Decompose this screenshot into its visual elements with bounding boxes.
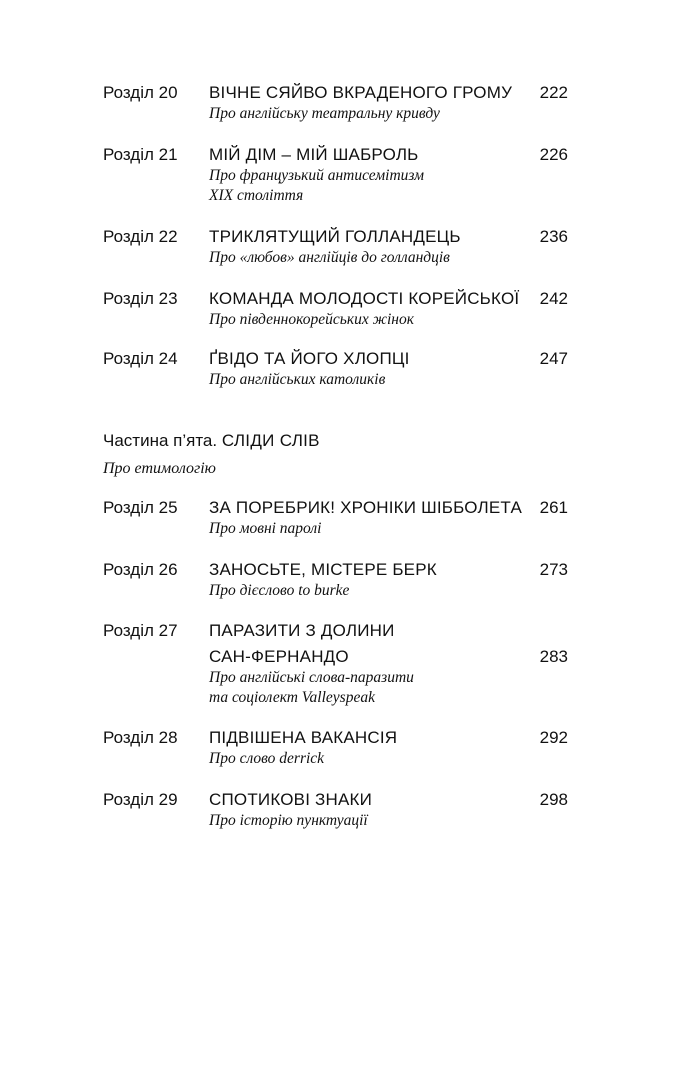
chapter-label: Розділ 27: [103, 621, 178, 640]
chapter-subtitle: [209, 166, 529, 206]
chapter-label: Розділ 23: [103, 289, 178, 308]
chapter-page-number: 222: [539, 83, 568, 102]
chapter-label: Розділ 28: [103, 728, 178, 747]
chapter-label: Розділ 29: [103, 790, 178, 809]
chapter-title: КОМАНДА МОЛОДОСТІ КОРЕЙСЬКОЇ: [209, 289, 520, 308]
chapter-title-line: ПАРАЗИТИ З ДОЛИНИ: [209, 621, 395, 640]
chapter-title: ҐВІДО ТА ЙОГО ХЛОПЦІ: [209, 349, 410, 368]
chapter-title: СПОТИКОВІ ЗНАКИ: [209, 790, 373, 809]
part-subtitle: Про етимологію: [103, 460, 216, 477]
chapter-page-number: 273: [539, 560, 568, 579]
chapter-label: Розділ 20: [103, 83, 178, 102]
chapter-title-block: [209, 727, 529, 769]
chapter-page-number: 292: [539, 728, 568, 747]
chapter-page-number: 261: [539, 498, 568, 517]
part-name: СЛІДИ СЛІВ: [221, 431, 320, 450]
part-title-line: [103, 430, 603, 452]
chapter-subtitle: Про «любов» англійців до голландців: [209, 249, 450, 266]
chapter-subtitle-line: Про англійські слова-паразити: [209, 669, 414, 686]
chapter-subtitle-line: та соціолект Valleyspeak: [209, 689, 375, 706]
chapter-subtitle: [209, 668, 529, 708]
chapter-subtitle: Про слово derrick: [209, 750, 325, 767]
chapter-label: Розділ 25: [103, 498, 178, 517]
chapter-label: Розділ 26: [103, 560, 178, 579]
chapter-title: ТРИКЛЯТУЩИЙ ГОЛЛАНДЕЦЬ: [209, 227, 461, 246]
chapter-title-line: САН-ФЕРНАНДО: [209, 647, 349, 666]
chapter-subtitle: Про південнокорейських жінок: [209, 311, 414, 328]
chapter-title: ЗАНОСЬТЕ, МІСТЕРЕ БЕРК: [209, 560, 437, 579]
chapter-title: МІЙ ДІМ – МІЙ ШАБРОЛЬ: [209, 145, 419, 164]
chapter-subtitle: Про англійську театральну кривду: [209, 105, 440, 122]
chapter-page-number: 226: [539, 145, 568, 164]
chapter-page-number: 247: [539, 349, 568, 368]
part-prefix: Частина п’ята.: [103, 431, 218, 450]
chapter-title: ЗА ПОРЕБРИК! ХРОНІКИ ШІББОЛЕТА: [209, 498, 522, 517]
chapter-title-block: [209, 789, 529, 831]
chapter-title-block: [209, 82, 529, 124]
chapter-subtitle: Про мовні паролі: [209, 520, 322, 537]
chapter-label: Розділ 22: [103, 227, 178, 246]
chapter-title-block: [209, 559, 529, 601]
chapter-title-block: [209, 497, 529, 539]
chapter-title: ВІЧНЕ СЯЙВО ВКРАДЕНОГО ГРОМУ: [209, 83, 513, 102]
chapter-page-number: 242: [539, 289, 568, 308]
chapter-title-block: [209, 620, 529, 708]
chapter-subtitle-line: XIX століття: [209, 187, 304, 204]
chapter-subtitle: Про англійських католиків: [209, 371, 386, 388]
chapter-title-block: [209, 348, 529, 390]
chapter-title-block: [209, 288, 529, 330]
chapter-page-number: 283: [539, 647, 568, 666]
chapter-subtitle-line: Про французький антисемітизм: [209, 167, 424, 184]
chapter-page-number: 298: [539, 790, 568, 809]
chapter-title-block: [209, 226, 529, 268]
chapter-title: ПІДВІШЕНА ВАКАНСІЯ: [209, 728, 398, 747]
chapter-title-block: [209, 144, 529, 206]
part-heading[interactable]: [103, 430, 603, 480]
chapter-label: Розділ 24: [103, 349, 178, 368]
chapter-subtitle: Про історію пунктуації: [209, 812, 368, 829]
chapter-subtitle: Про дієслово to burke: [209, 582, 350, 599]
chapter-page-number: 236: [539, 227, 568, 246]
chapter-label: Розділ 21: [103, 145, 178, 164]
